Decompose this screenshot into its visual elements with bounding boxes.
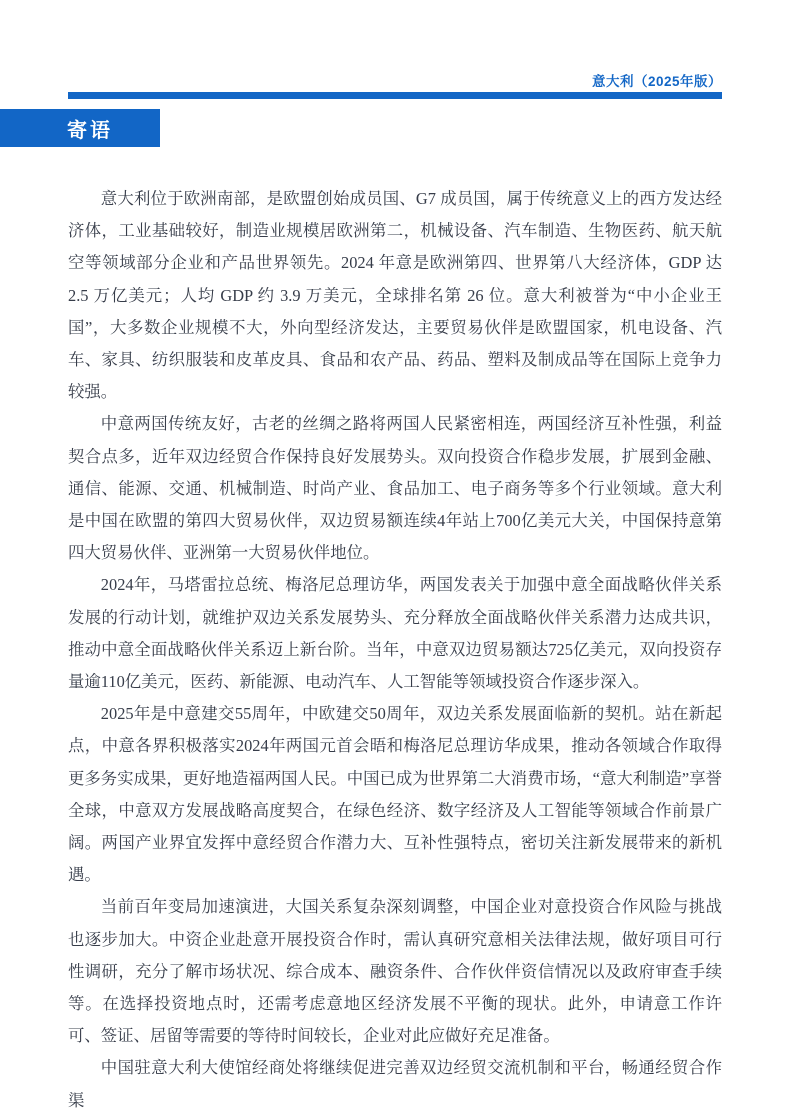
body-paragraph: 2024年，马塔雷拉总统、梅洛尼总理访华，两国发表关于加强中意全面战略伙伴关系发展的行动计划，就维护双边关系发展势头、充分释放全面战略伙伴关系潜力达成共识，推动中意全面战略伙伴关系迈上新台阶。当年，中意双边贸易额达725亿美元，双向投资存量逾110亿美元，医药、新能源、电动汽车、人工智能等领域投资合作逐步深入。 (68, 575, 722, 692)
body-text-block (68, 183, 722, 1117)
body-paragraph: 中意两国传统友好，古老的丝绸之路将两国人民紧密相连，两国经济互补性强，利益契合点多，近年双边经贸合作保持良好发展势头。双向投资合作稳步发展，扩展到金融、通信、能源、交通、机械制造、时尚产业、食品加工、电子商务等多个行业领域。意大利是中国在欧盟的第四大贸易伙伴，双边贸易额连续4年站上700亿美元大关，中国保持意第四大贸易伙伴、亚洲第一大贸易伙伴地位。 (68, 414, 722, 563)
body-paragraph: 当前百年变局加速演进，大国关系复杂深刻调整，中国企业对意投资合作风险与挑战也逐步加大。中资企业赴意开展投资合作时，需认真研究意相关法律法规，做好项目可行性调研，充分了解市场状况、综合成本、融资条件、合作伙伴资信情况以及政府审查手续等。在选择投资地点时，还需考虑意地区经济发展不平衡的现状。此外，申请意工作许可、签证、居留等需要的等待时间较长，企业对此应做好充足准备。 (68, 897, 722, 1046)
body-paragraph: 中国驻意大利大使馆经商处将继续促进完善双边经贸交流机制和平台，畅通经贸合作渠 (68, 1058, 722, 1110)
body-paragraph: 意大利位于欧洲南部，是欧盟创始成员国、G7 成员国，属于传统意义上的西方发达经济体，工业基础较好，制造业规模居欧洲第二，机械设备、汽车制造、生物医药、航天航空等领域部分企业和产品世界领先。2024 年意是欧洲第四、世界第八大经济体，GDP 达 2.5 万亿美元；人均 GDP 约 3.9 万美元，全球排名第 26 位。意大利被誉为“中小企业王国”，大多数企业规模不大，外向型经济发达，主要贸易伙伴是欧盟国家，机电设备、汽车、家具、纺织服装和皮革皮具、食品和农产品、药品、塑料及制成品等在国际上竞争力较强。 (68, 189, 722, 402)
section-title: 寄语 (67, 119, 113, 142)
header-rule (68, 92, 722, 99)
body-paragraph: 2025年是中意建交55周年，中欧建交50周年，双边关系发展面临新的契机。站在新起点，中意各界积极落实2024年两国元首会晤和梅洛尼总理访华成果，推动各领域合作取得更多务实成果，更好地造福两国人民。中国已成为世界第二大消费市场，“意大利制造”享誉全球，中意双方发展战略高度契合，在绿色经济、数字经济及人工智能等领域合作前景广阔。两国产业界宜发挥中意经贸合作潜力大、互补性强特点，密切关注新发展带来的新机遇。 (68, 704, 722, 885)
section-title-box (0, 109, 160, 147)
page-header-edition-label: 意大利（2025年版） (591, 74, 722, 89)
